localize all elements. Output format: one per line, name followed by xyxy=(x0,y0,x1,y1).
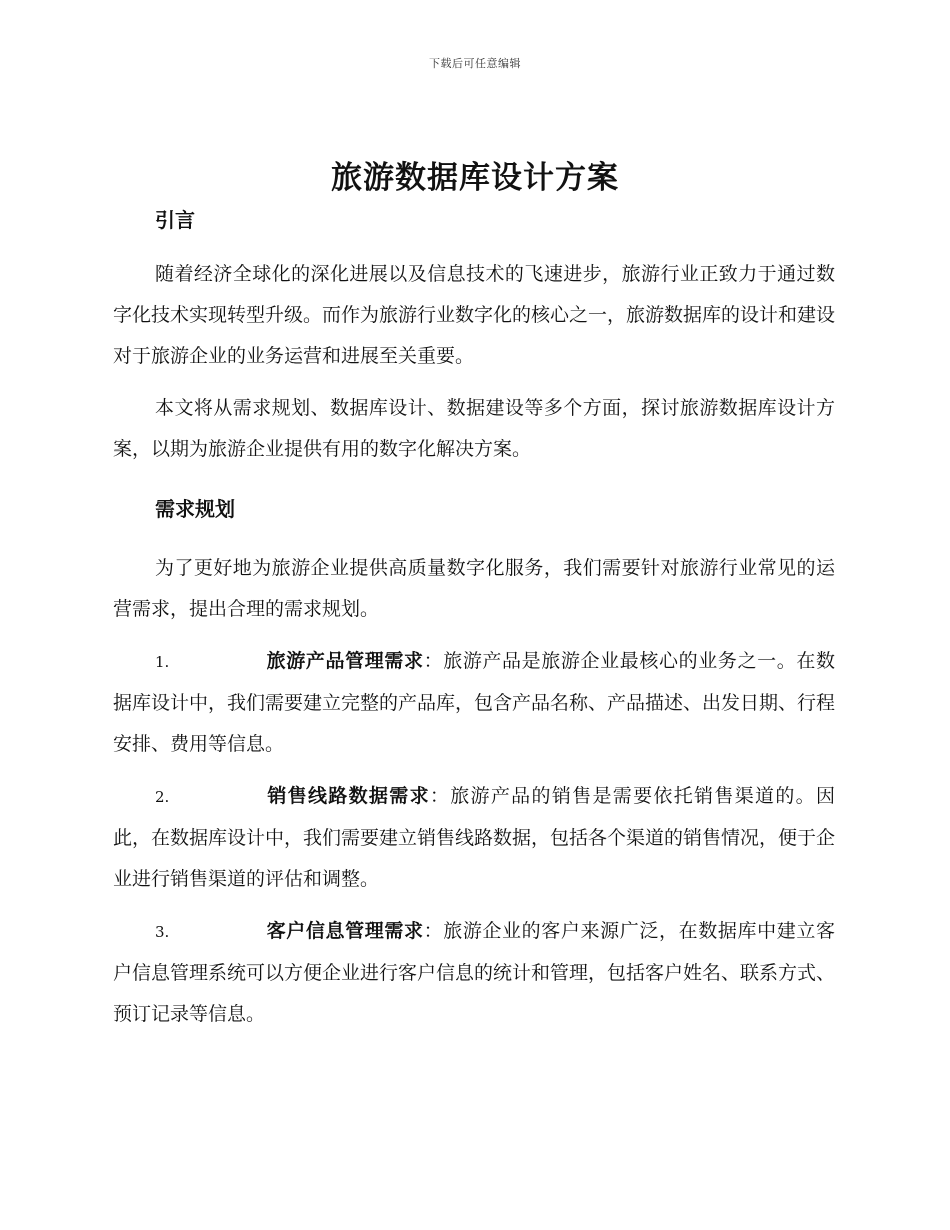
document-title: 旅游数据库设计方案 xyxy=(331,160,619,196)
list-item-number: 3. xyxy=(155,923,170,941)
list-item-keyword: 销售线路数据需求 xyxy=(266,785,430,807)
list-item-keyword: 旅游产品管理需求 xyxy=(266,650,424,672)
list-item xyxy=(113,776,835,900)
section-heading-requirements: 需求规划 xyxy=(155,497,235,521)
list-item-number: 2. xyxy=(155,788,170,806)
section-heading-intro: 引言 xyxy=(155,208,195,232)
requirements-paragraph: 为了更好地为旅游企业提供高质量数字化服务，我们需要针对旅游行业常见的运营需求，提出合理的需求规划。 xyxy=(113,557,835,620)
intro-paragraph: 本文将从需求规划、数据库设计、数据建设等多个方面，探讨旅游数据库设计方案，以期为旅游企业提供有用的数字化解决方案。 xyxy=(113,397,835,460)
list-item xyxy=(113,641,835,765)
list-item-text: ：旅游产品的销售是需要依托销售渠道的。因此，在数据库设计中，我们需要建立销售线路数据，包括各个渠道的销售情况，便于企业进行销售渠道的评估和调整。 xyxy=(113,785,836,890)
list-item-keyword: 客户信息管理需求 xyxy=(266,920,424,942)
list-item-text: ：旅游企业的客户来源广泛，在数据库中建立客户信息管理系统可以方便企业进行客户信息的统计和管理，包括客户姓名、联系方式、预订记录等信息。 xyxy=(113,920,836,1025)
intro-paragraph: 随着经济全球化的深化进展以及信息技术的飞速进步，旅游行业正致力于通过数字化技术实现转型升级。而作为旅游行业数字化的核心之一，旅游数据库的设计和建设对于旅游企业的业务运营和进展至关重要。 xyxy=(113,263,836,367)
list-item-text: ：旅游产品是旅游企业最核心的业务之一。在数据库设计中，我们需要建立完整的产品库，包含产品名称、产品描述、出发日期、行程安排、费用等信息。 xyxy=(113,650,836,755)
list-item-number: 1. xyxy=(155,653,170,671)
document-body xyxy=(113,200,835,1035)
page-header-note: 下载后可任意编辑 xyxy=(429,57,521,70)
list-item xyxy=(113,911,835,1035)
